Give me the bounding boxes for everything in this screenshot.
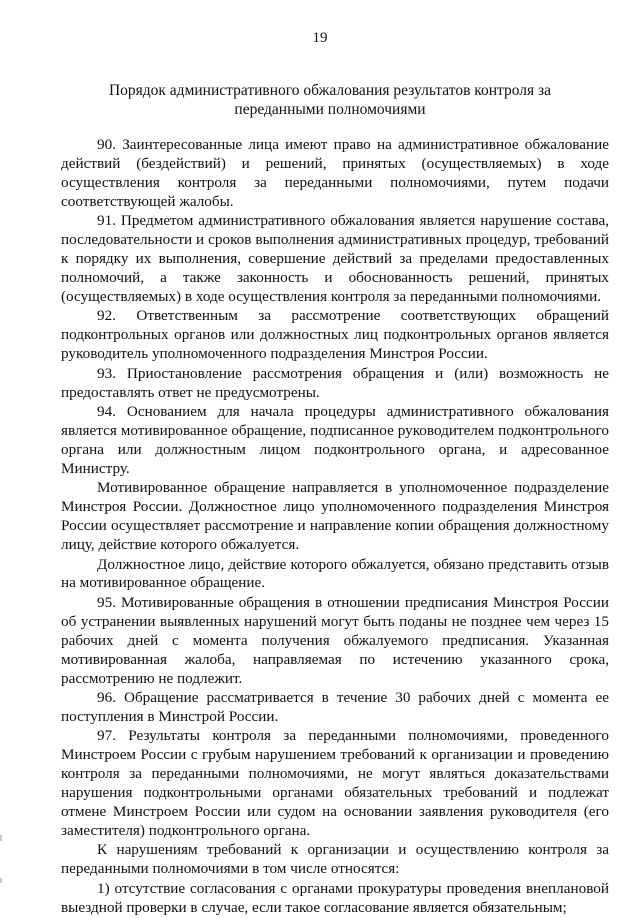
paragraph-93: 93. Приостановление рассмотрения обращения и (или) возможность не предоставлять ответ не предусмотрены. bbox=[61, 364, 609, 401]
paragraph-94-motivated-appeal: Мотивированное обращение направляется в уполномоченное подразделение Минстроя России. Должностное лицо уполномоченного подразделения Минстроя России осуществляет рассмотрение и направление копии обращения должностному лицу, действие которого обжалуется. bbox=[61, 479, 609, 553]
paragraph-91: 91. Предметом административного обжалования является нарушение состава, последовательности и сроков выполнения административных процедур, требований к порядку их выполнения, совершение действий за пределами предоставленных полномочий, а также законность и обоснованность решений, принятых (осуществляемых) в ходе осуществления контроля за переданными полномочиями. bbox=[61, 212, 609, 305]
paragraph-95: 95. Мотивированные обращения в отношении предписания Минстроя России об устранении выявленных нарушений могут быть поданы не позднее чем через 15 рабочих дней с момента получения обжалуемого предписания. Указанная мотивированная жалоба, направляемая по истечению указанного срока, рассмотрению не подлежит. bbox=[61, 593, 609, 687]
scan-edge-mark bbox=[0, 835, 2, 841]
paragraph-97: 97. Результаты контроля за переданными полномочиями, проведенного Минстроем России с грубым нарушением требований к организации и проведению контроля за переданными полномочиями, не могут являться доказательствами нарушения подконтрольными органами обязательных требований и подлежат отмене Минстроем России или судом на основании заявления руководителя (его заместителя) подконтрольного органа. bbox=[61, 727, 609, 839]
paragraph-92: 92. Ответственным за рассмотрение соответствующих обращений подконтрольных органов или должностных лиц подконтрольных органов является руководитель уполномоченного подразделения Минстроя России. bbox=[61, 307, 609, 363]
page-number: 19 bbox=[312, 30, 328, 46]
document-body bbox=[61, 136, 609, 918]
paragraph-96: 96. Обращение рассматривается в течение 30 рабочих дней с момента ее поступления в Минстрой России. bbox=[61, 689, 609, 725]
scan-edge-mark bbox=[0, 878, 2, 883]
list-item-1: 1) отсутствие согласования с органами прокуратуры проведения внеплановой выездной проверки в случае, если такое согласование является обязательным; bbox=[61, 879, 609, 916]
paragraph-violations-intro: К нарушениям требований к организации и осуществлению контроля за переданными полномочиями в том числе относятся: bbox=[61, 841, 609, 878]
section-title: Порядок административного обжалования результатов контроля за переданными полномочиями bbox=[108, 82, 552, 118]
paragraph-94: 94. Основанием для начала процедуры административного обжалования является мотивированное обращение, подписанное руководителем подконтрольного органа или должностным лицом подконтрольного органа, и адресованное Министру. bbox=[61, 403, 609, 477]
paragraph-90: 90. Заинтересованные лица имеют право на административное обжалование действий (бездействий) и решений, принятых (осуществляемых) в ходе осуществления контроля за переданными полномочиями, путем подачи соответствующей жалобы. bbox=[61, 136, 609, 210]
paragraph-94-official-response: Должностное лицо, действие которого обжалуется, обязано представить отзыв на мотивированное обращение. bbox=[61, 555, 609, 592]
